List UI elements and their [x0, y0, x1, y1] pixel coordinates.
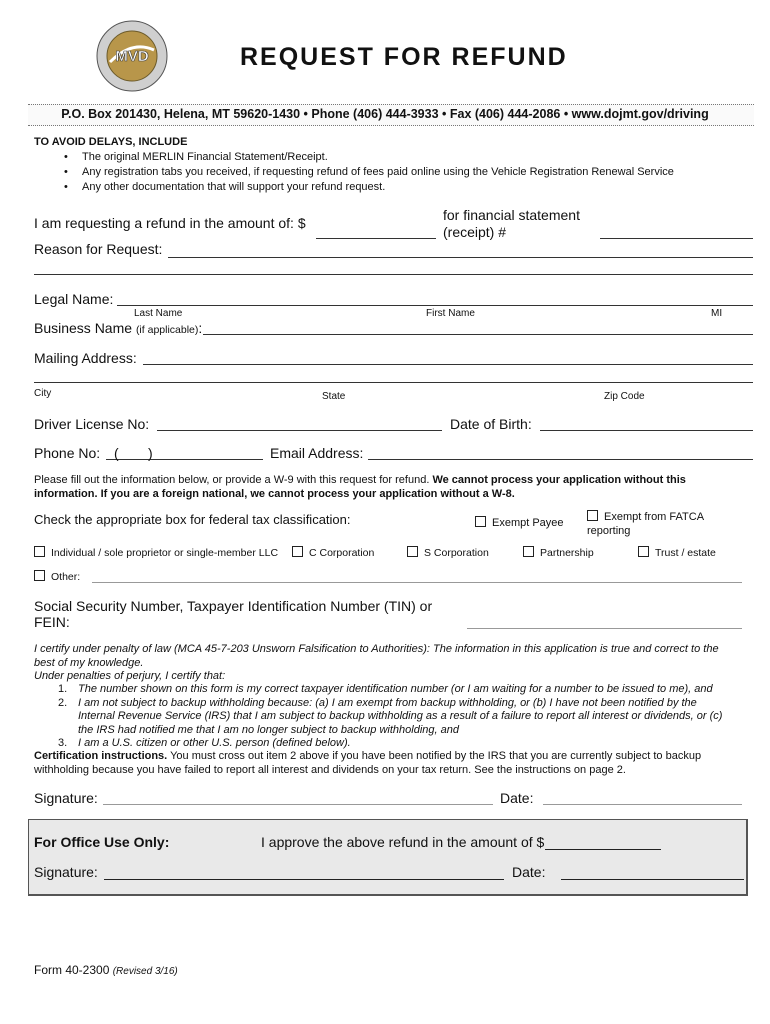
option-other[interactable]	[34, 570, 80, 583]
list-item: 1. The number shown on this form is my correct taxpayer identification number (or I am waiting for a number to be issued to me), and	[58, 683, 713, 695]
option-label: Partnership	[540, 547, 594, 559]
date-field[interactable]	[543, 804, 742, 805]
mailing-address-field[interactable]	[143, 364, 753, 365]
option-label: Individual / sole proprietor or single-member LLC	[51, 547, 279, 559]
ssn-field[interactable]	[467, 628, 742, 629]
list-item: 2. I am not subject to backup withholding because: (a) I am exempt from backup withholding, or (b) I have not been notified by the Internal Revenue Service (IRS) that I am subject to backup withholding as a result of a failure to report all interest or dividends, or (c) the IRS had notified me that I am no longer subject to backup withholding, and	[58, 696, 723, 736]
phone-paren-close: )	[148, 445, 153, 461]
option-label: S Corporation	[424, 547, 489, 559]
checkbox[interactable]	[475, 516, 486, 527]
w9-note-bold: We cannot process your application without this information. If you are a foreign national, we cannot process your application without a W-8.	[34, 474, 686, 500]
certification-intro: I certify under penalty of law (MCA 45-7-203 Unsworn Falsification to Authorities): The information in this application is true and correct to the best of my knowledge.	[34, 643, 719, 669]
option-label: Exempt Payee	[492, 517, 564, 529]
w9-note-plain: Please fill out the information below, or provide a W-9 with this request for refund.	[34, 474, 430, 486]
first-name-caption: First Name	[426, 308, 475, 319]
reason-field[interactable]	[168, 257, 753, 258]
driver-license-field[interactable]	[157, 430, 442, 431]
business-name-field[interactable]	[203, 334, 753, 335]
checkbox[interactable]	[638, 546, 649, 557]
list-item: • Any other documentation that will support your refund request.	[34, 180, 734, 195]
office-use-box	[28, 819, 748, 896]
email-field[interactable]	[368, 459, 753, 460]
list-item: 3. I am a U.S. citizen or other U.S. person (defined below).	[58, 737, 351, 749]
mvd-logo	[96, 20, 168, 92]
signature-field[interactable]	[103, 804, 493, 805]
mailing-address-label: Mailing Address:	[34, 350, 137, 366]
zip-caption: Zip Code	[604, 391, 645, 402]
perjury-statement: Under penalties of perjury, I certify that:	[34, 670, 226, 682]
statement-number-field[interactable]	[600, 238, 753, 239]
approve-label: I approve the above refund in the amount of $	[261, 834, 545, 850]
svg-text:MVD: MVD	[115, 48, 149, 65]
office-use-heading: For Office Use Only:	[34, 834, 170, 850]
include-heading: TO AVOID DELAYS, INCLUDE	[34, 136, 188, 148]
page-title: REQUEST FOR REFUND	[240, 43, 568, 71]
office-signature-label: Signature:	[34, 864, 98, 880]
option-label: Other:	[51, 571, 81, 583]
phone-label: Phone No:	[34, 445, 101, 461]
business-name-note: (if applicable)	[135, 324, 199, 336]
option-label-2: reporting	[587, 525, 631, 537]
statement-label-1: for financial statement	[443, 207, 580, 223]
ssn-label	[34, 598, 432, 630]
w9-note	[34, 474, 734, 501]
driver-license-label: Driver License No:	[34, 416, 150, 432]
office-date-label: Date:	[512, 864, 546, 880]
phone-paren-open: (	[114, 445, 119, 461]
office-signature-field[interactable]	[104, 879, 504, 880]
checkbox[interactable]	[407, 546, 418, 557]
reason-label: Reason for Request:	[34, 241, 163, 257]
legal-name-label: Legal Name:	[34, 291, 114, 307]
instructions-heading: Certification instructions.	[34, 750, 168, 762]
office-date-field[interactable]	[561, 879, 744, 880]
ssn-label-2: FEIN:	[34, 614, 70, 630]
signature-label: Signature:	[34, 790, 98, 806]
refund-amount-field[interactable]	[316, 238, 436, 239]
checkbox[interactable]	[587, 510, 598, 521]
email-label: Email Address:	[270, 445, 364, 461]
checkbox[interactable]	[523, 546, 534, 557]
exempt-fatca-option[interactable]	[587, 510, 704, 538]
checkbox[interactable]	[34, 570, 45, 581]
option-c-corporation[interactable]	[292, 546, 374, 559]
option-s-corporation[interactable]	[407, 546, 489, 559]
statement-label-2: (receipt) #	[443, 224, 507, 240]
checkbox[interactable]	[292, 546, 303, 557]
list-item: • The original MERLIN Financial Statement/Receipt.	[34, 150, 734, 165]
date-label: Date:	[500, 790, 534, 806]
checkbox[interactable]	[34, 546, 45, 557]
mvd-seal-icon	[96, 20, 168, 92]
city-caption: City	[34, 388, 52, 399]
form-number	[34, 963, 178, 977]
classification-label: Check the appropriate box for federal tax classification:	[34, 512, 351, 527]
certification-list	[34, 683, 732, 751]
last-name-caption: Last Name	[134, 308, 183, 319]
other-field[interactable]	[92, 582, 742, 583]
include-list	[34, 150, 734, 195]
business-name-label	[34, 320, 202, 336]
business-name-colon: :	[198, 320, 203, 336]
date-of-birth-label: Date of Birth:	[450, 416, 532, 432]
option-label: Trust / estate	[655, 547, 716, 559]
form-number-text: Form 40-2300	[34, 963, 110, 977]
option-label: C Corporation	[309, 547, 375, 559]
certification-instructions	[34, 750, 734, 777]
legal-name-field[interactable]	[117, 305, 753, 306]
mailing-address-line-2[interactable]	[34, 382, 753, 383]
option-label: Exempt from FATCA	[604, 511, 705, 523]
revised-note: (Revised 3/16)	[112, 966, 178, 977]
approve-amount-field[interactable]	[545, 849, 661, 850]
refund-amount-label: I am requesting a refund in the amount of: $	[34, 215, 306, 231]
business-name-text: Business Name	[34, 320, 133, 336]
exempt-payee-option[interactable]	[475, 516, 564, 529]
instructions-text: You must cross out item 2 above if you have been notified by the IRS that you are currently subject to backup withholding because you have failed to report all interest and dividends on your tax return. See the instructions on page 2.	[34, 750, 702, 776]
option-trust-estate[interactable]	[638, 546, 716, 559]
option-partnership[interactable]	[523, 546, 594, 559]
phone-field[interactable]	[106, 459, 263, 460]
date-of-birth-field[interactable]	[540, 430, 753, 431]
mi-caption: MI	[711, 308, 723, 319]
list-item: • Any registration tabs you received, if requesting refund of fees paid online using the Vehicle Registration Renewal Service	[34, 165, 734, 180]
reason-field-line-2[interactable]	[34, 274, 753, 275]
contact-line: P.O. Box 201430, Helena, MT 59620-1430 • Phone (406) 444-3933 • Fax (406) 444-2086 • www.dojmt.gov/driving	[61, 107, 709, 121]
ssn-label-1: Social Security Number, Taxpayer Identification Number (TIN) or	[34, 598, 433, 614]
state-caption: State	[322, 391, 346, 402]
option-individual[interactable]	[34, 546, 278, 559]
